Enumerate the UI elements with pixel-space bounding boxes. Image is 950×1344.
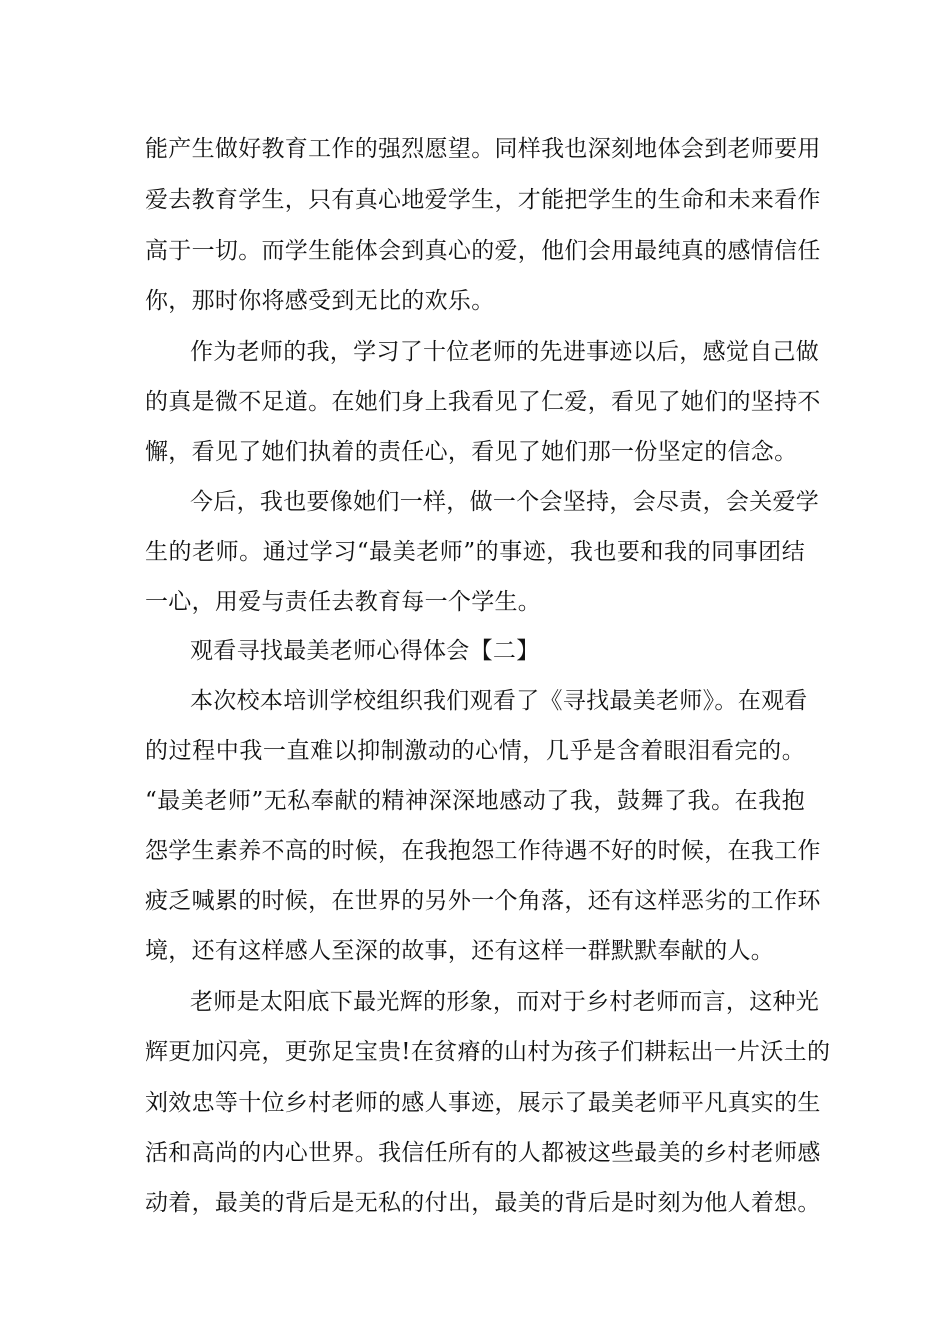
paragraph-3-line-2: 生的老师。通过学习“最美老师”的事迹，我也要和我的同事团结 [145, 539, 805, 565]
paragraph-1-line-2: 爱去教育学生，只有真心地爱学生，才能把学生的生命和未来看作 [145, 187, 821, 213]
paragraph-3-line-3: 一心，用爱与责任去教育每一个学生。 [145, 589, 542, 615]
paragraph-4-line-3: “最美老师”无私奉献的精神深深地感动了我，鼓舞了我。在我抱 [145, 788, 805, 814]
section-heading: 观看寻找最美老师心得体会【二】 [190, 638, 540, 664]
paragraph-4-line-4: 怨学生素养不高的时候，在我抱怨工作待遇不好的时候，在我工作 [145, 838, 821, 864]
paragraph-1-line-4: 你，那时你将感受到无比的欢乐。 [145, 288, 495, 314]
paragraph-5-line-3: 刘效忠等十位乡村老师的感人事迹，展示了最美老师平凡真实的生 [145, 1090, 821, 1116]
paragraph-3-line-1: 今后，我也要像她们一样，做一个会坚持，会尽责，会关爱学 [190, 489, 820, 515]
paragraph-5-line-4: 活和高尚的内心世界。我信任所有的人都被这些最美的乡村老师感 [145, 1140, 821, 1166]
paragraph-4-line-6: 境，还有这样感人至深的故事，还有这样一群默默奉献的人。 [145, 938, 775, 964]
paragraph-2-line-1: 作为老师的我，学习了十位老师的先进事迹以后，感觉自己做 [190, 339, 820, 365]
paragraph-1-line-3: 高于一切。而学生能体会到真心的爱，他们会用最纯真的感情信任 [145, 238, 821, 264]
paragraph-4-line-5: 疲乏喊累的时候，在世界的另外一个角落，还有这样恶劣的工作环 [145, 888, 821, 914]
paragraph-5-line-5: 动着，最美的背后是无私的付出，最美的背后是时刻为他人着想。 [145, 1190, 821, 1216]
paragraph-4-line-1: 本次校本培训学校组织我们观看了《寻找最美老师》。在观看 [190, 688, 808, 714]
paragraph-1-line-1: 能产生做好教育工作的强烈愿望。同样我也深刻地体会到老师要用 [145, 136, 821, 162]
paragraph-5-line-2: 辉更加闪亮，更弥足宝贵!在贫瘠的山村为孩子们耕耘出一片沃土的 [145, 1039, 831, 1065]
paragraph-4-line-2: 的过程中我一直难以抑制激动的心情，几乎是含着眼泪看完的。 [145, 738, 805, 764]
paragraph-5-line-1: 老师是太阳底下最光辉的形象，而对于乡村老师而言，这种光 [190, 989, 820, 1015]
paragraph-2-line-3: 懈，看见了她们执着的责任心，看见了她们那一份坚定的信念。 [145, 439, 798, 465]
paragraph-2-line-2: 的真是微不足道。在她们身上我看见了仁爱，看见了她们的坚持不 [145, 389, 821, 415]
